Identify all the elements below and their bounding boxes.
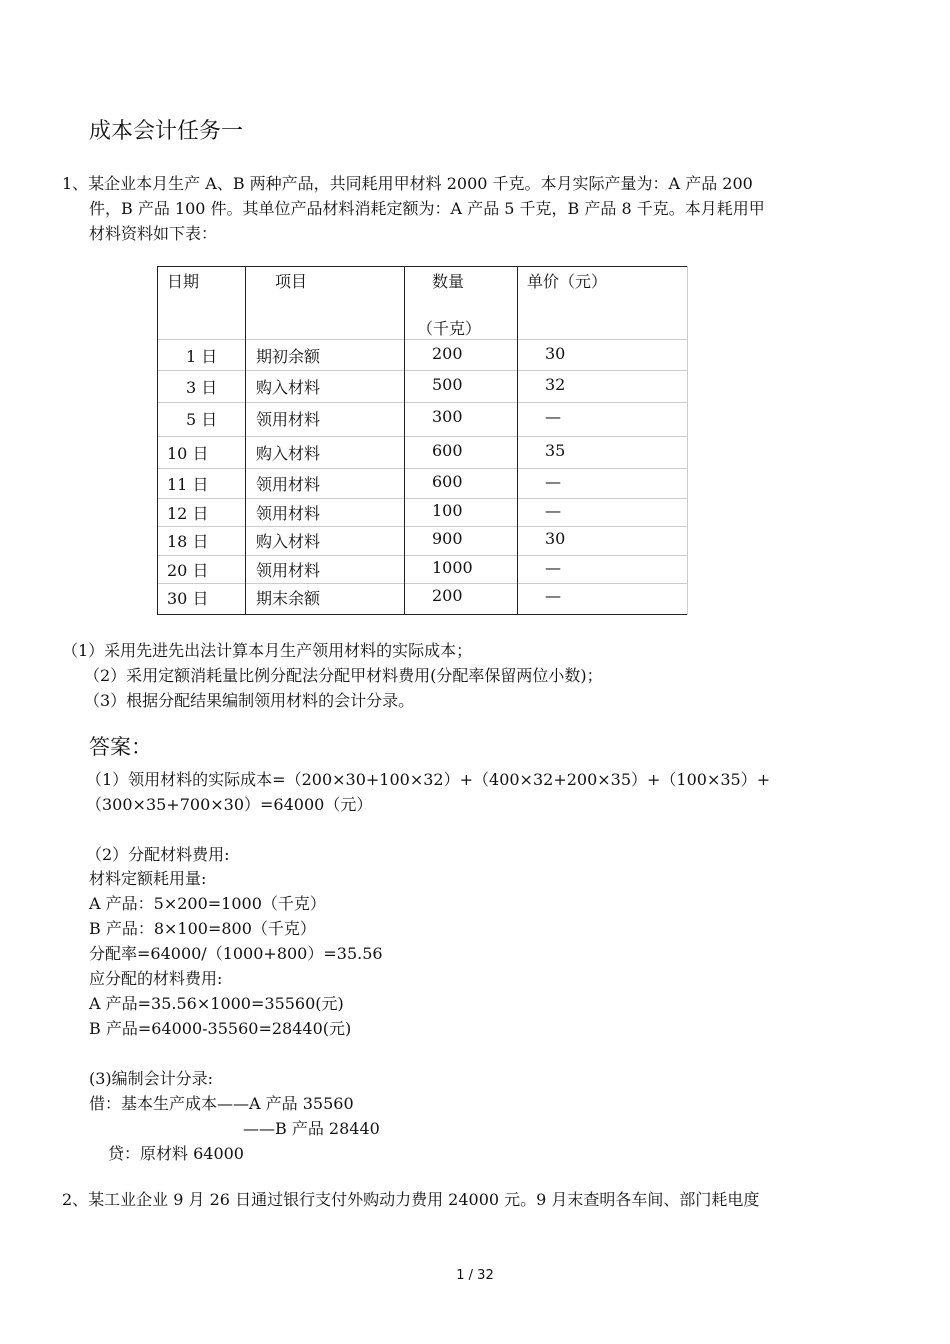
- header-item: 项目: [275, 272, 308, 291]
- header-price: 单价（元）: [527, 272, 608, 291]
- row-item: 领用材料: [256, 475, 321, 494]
- table-rule: [157, 339, 688, 340]
- row-qty: 100: [432, 501, 463, 520]
- row-date: 12 日: [167, 504, 209, 523]
- table-rule: [157, 555, 688, 556]
- requirement-1: （1）采用先进先出法计算本月生产领用材料的实际成本；: [62, 641, 473, 660]
- row-price: —: [545, 501, 561, 520]
- table-column-divider: [517, 266, 518, 615]
- header-qty-unit: （千克）: [417, 319, 482, 338]
- row-item: 购入材料: [256, 444, 321, 463]
- table-rule: [157, 583, 688, 584]
- journal-debit-subline: ——B 产品 28440: [243, 1119, 380, 1138]
- table-bottom-border: [157, 614, 688, 615]
- header-date: 日期: [167, 272, 200, 291]
- row-qty: 900: [432, 529, 463, 548]
- answer-2-line: B 产品：8×100=800（千克）: [89, 919, 316, 938]
- row-qty: 200: [432, 586, 463, 605]
- row-date: 18 日: [167, 532, 209, 551]
- table-rule: [157, 370, 688, 371]
- row-qty: 600: [432, 441, 463, 460]
- question-1-line-2: 件，B 产品 100 件。其单位产品材料消耗定额为：A 产品 5 千克，B 产品 8 千克。本月耗用甲: [89, 199, 765, 218]
- answer-3-heading: (3)编制会计分录:: [89, 1069, 214, 1088]
- row-qty: 500: [432, 375, 463, 394]
- row-date: 10 日: [167, 444, 209, 463]
- answer-2-line: B 产品=64000-35560=28440(元): [89, 1019, 352, 1038]
- answer-2-line: 应分配的材料费用:: [89, 969, 223, 988]
- table-rule: [157, 468, 688, 469]
- row-item: 领用材料: [256, 504, 321, 523]
- page-number: 1 / 32: [456, 1268, 494, 1283]
- row-item: 购入材料: [256, 378, 321, 397]
- row-price: 30: [545, 344, 566, 363]
- answer-2-heading: （2）分配材料费用:: [86, 845, 230, 864]
- row-item: 期末余额: [256, 589, 321, 608]
- page-title: 成本会计任务一: [89, 119, 244, 144]
- row-date: 5 日: [186, 410, 218, 429]
- journal-credit-line: 贷：原材料 64000: [108, 1144, 244, 1163]
- table-rule: [157, 436, 688, 437]
- row-qty: 1000: [432, 558, 473, 577]
- requirement-2: （2）采用定额消耗量比例分配法分配甲材料费用(分配率保留两位小数)；: [84, 666, 603, 685]
- row-qty: 200: [432, 344, 463, 363]
- row-price: 30: [545, 529, 566, 548]
- row-date: 30 日: [167, 589, 209, 608]
- row-item: 购入材料: [256, 532, 321, 551]
- row-price: 32: [545, 375, 566, 394]
- answer-1-line-1: （1）领用材料的实际成本=（200×30+100×32）+（400×32+200×35）+（100×35）+: [86, 770, 771, 789]
- row-qty: 600: [432, 472, 463, 491]
- answer-2-line: A 产品：5×200=1000（千克）: [89, 894, 326, 913]
- row-qty: 300: [432, 407, 463, 426]
- question-2-line-1: 2、某工业企业 9 月 26 日通过银行支付外购动力费用 24000 元。9 月末查明各车间、部门耗电度: [62, 1190, 760, 1209]
- answer-2-line: 分配率=64000/（1000+800）=35.56: [89, 944, 383, 963]
- row-date: 20 日: [167, 561, 209, 580]
- answer-2-line: A 产品=35.56×1000=35560(元): [89, 994, 344, 1013]
- row-price: —: [545, 407, 561, 426]
- row-price: —: [545, 558, 561, 577]
- table-rule: [157, 402, 688, 403]
- row-date: 3 日: [186, 378, 218, 397]
- table-column-divider: [245, 266, 246, 615]
- table-right-border: [687, 266, 688, 615]
- answer-1-line-2: （300×35+700×30）=64000（元）: [86, 795, 373, 814]
- answer-heading: 答案：: [89, 735, 152, 759]
- answer-2-line: 材料定额耗用量:: [89, 869, 207, 888]
- row-price: 35: [545, 441, 566, 460]
- row-item: 期初余额: [256, 347, 321, 366]
- row-date: 11 日: [167, 475, 209, 494]
- row-item: 领用材料: [256, 410, 321, 429]
- requirement-3: （3）根据分配结果编制领用材料的会计分录。: [84, 691, 415, 710]
- row-item: 领用材料: [256, 561, 321, 580]
- table-left-border: [157, 266, 158, 615]
- table-column-divider: [404, 266, 405, 615]
- table-top-border: [157, 266, 688, 267]
- table-rule: [157, 498, 688, 499]
- journal-debit-line: 借：基本生产成本——A 产品 35560: [89, 1094, 354, 1113]
- row-price: —: [545, 586, 561, 605]
- question-1-line-1: 1、某企业本月生产 A、B 两种产品，共同耗用甲材料 2000 千克。本月实际产量为：A 产品 200: [62, 174, 753, 193]
- question-1-line-3: 材料资料如下表：: [89, 224, 218, 243]
- table-rule: [157, 526, 688, 527]
- row-date: 1 日: [186, 347, 218, 366]
- header-qty: 数量: [432, 272, 465, 291]
- materials-table: [157, 266, 688, 615]
- row-price: —: [545, 472, 561, 491]
